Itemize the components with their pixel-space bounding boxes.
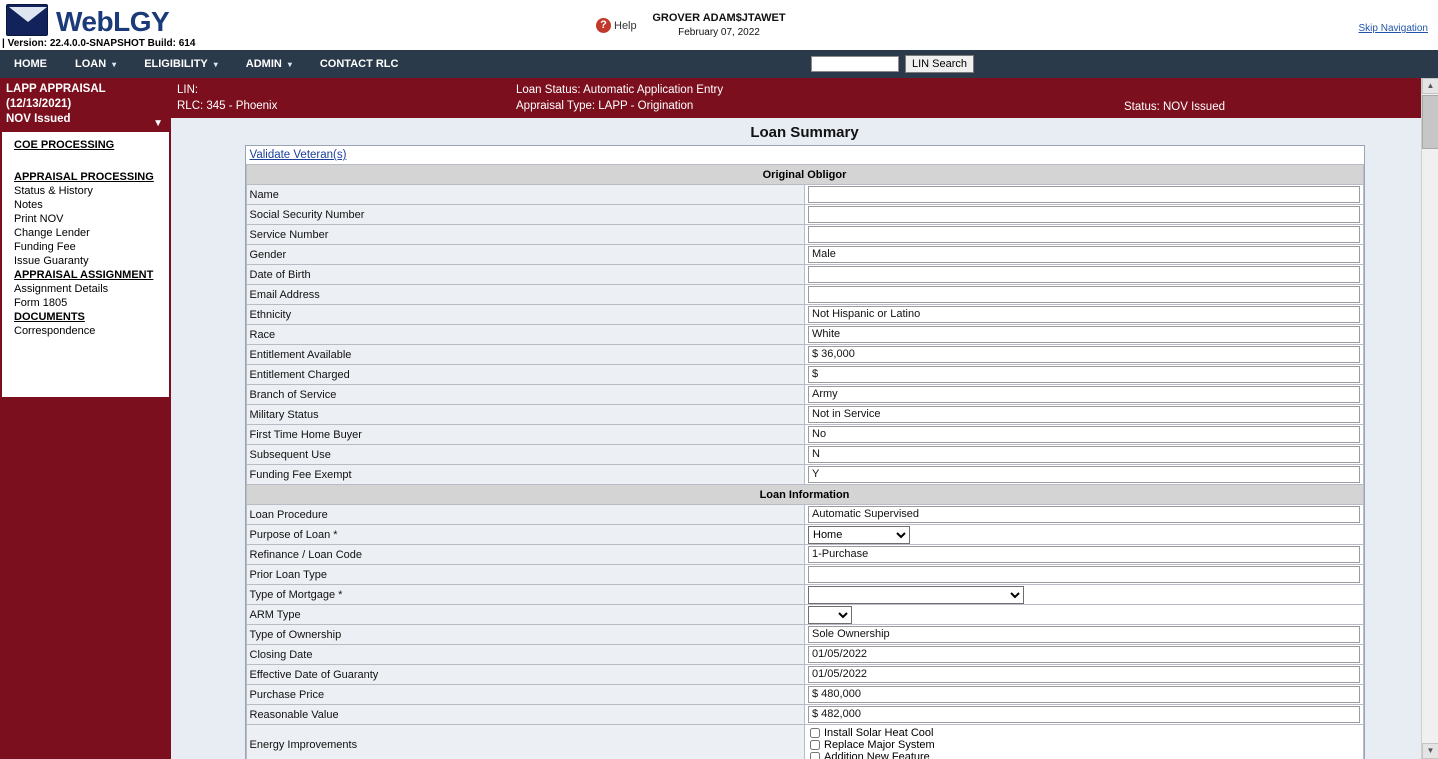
- select-purpose-of-loan[interactable]: [808, 526, 910, 544]
- lin-search-area: [811, 50, 1438, 78]
- sidebar-item-funding-fee[interactable]: Funding Fee: [14, 241, 76, 253]
- table-row: [246, 285, 1363, 305]
- label-service-number: Service Number: [246, 225, 805, 245]
- field-military-status[interactable]: Not in Service: [808, 406, 1360, 423]
- label-refinance-loan-code: Refinance / Loan Code: [246, 545, 805, 565]
- label-entitlement-charged: Entitlement Charged: [246, 365, 805, 385]
- field-service-number[interactable]: [808, 226, 1360, 243]
- select-arm-type[interactable]: [808, 606, 852, 624]
- table-row: [246, 725, 1363, 759]
- label-arm-type: ARM Type: [246, 605, 805, 625]
- label-name: Name: [246, 185, 805, 205]
- checkbox-install-solar-heat-cool[interactable]: [810, 728, 820, 738]
- field-gender[interactable]: Male: [808, 246, 1360, 263]
- main-navigation: [0, 50, 1438, 78]
- table-row: [246, 305, 1363, 325]
- nav-item-eligibility[interactable]: [130, 50, 232, 78]
- nav-item-eligibility-label: ELIGIBILITY: [144, 58, 208, 70]
- question-mark-icon: ?: [596, 18, 611, 33]
- table-row: [246, 545, 1363, 565]
- chevron-down-icon: ▾: [287, 59, 292, 69]
- nav-item-home-label: HOME: [14, 58, 47, 70]
- checkbox-replace-major-system[interactable]: [810, 740, 820, 750]
- sidebar-group-documents[interactable]: DOCUMENTS: [14, 311, 85, 323]
- table-row: [246, 625, 1363, 645]
- sidebar-title-line-1: LAPP APPRAISAL: [6, 83, 106, 95]
- field-loan-procedure[interactable]: Automatic Supervised: [808, 506, 1360, 523]
- field-race[interactable]: White: [808, 326, 1360, 343]
- table-row: [246, 525, 1363, 545]
- app-header: [0, 0, 1438, 50]
- label-social-security-number: Social Security Number: [246, 205, 805, 225]
- label-purchase-price: Purchase Price: [246, 685, 805, 705]
- checkbox-group-energy-improvements: [808, 725, 1360, 759]
- field-ethnicity[interactable]: Not Hispanic or Latino: [808, 306, 1360, 323]
- skip-navigation-link[interactable]: Skip Navigation: [1358, 23, 1428, 34]
- table-row: [246, 385, 1363, 405]
- table-row: [246, 565, 1363, 585]
- label-closing-date: Closing Date: [246, 645, 805, 665]
- label-first-time-home-buyer: First Time Home Buyer: [246, 425, 805, 445]
- table-row: [246, 505, 1363, 525]
- section-header-row: [246, 165, 1363, 185]
- help-label: Help: [614, 19, 637, 32]
- user-info: [0, 12, 1438, 38]
- table-row: [246, 645, 1363, 665]
- sidebar-title-line-2: (12/13/2021): [6, 98, 72, 110]
- label-race: Race: [246, 325, 805, 345]
- label-energy-improvements: Energy Improvements: [246, 725, 805, 759]
- label-entitlement-available: Entitlement Available: [246, 345, 805, 365]
- field-type-of-ownership[interactable]: Sole Ownership: [808, 626, 1360, 643]
- field-date-of-birth[interactable]: [808, 266, 1360, 283]
- table-row: [246, 185, 1363, 205]
- chevron-down-icon: ▾: [112, 59, 117, 69]
- checkbox-addition-new-feature[interactable]: [810, 752, 820, 759]
- label-funding-fee-exempt: Funding Fee Exempt: [246, 465, 805, 485]
- table-row: [246, 325, 1363, 345]
- table-row: [246, 585, 1363, 605]
- loan-context-banner: [171, 78, 1438, 118]
- section-title-original-obligor: Original Obligor: [246, 165, 1363, 185]
- main-content: [171, 78, 1438, 759]
- field-social-security-number[interactable]: [808, 206, 1360, 223]
- section-header-row: [246, 485, 1363, 505]
- banner-lin: LIN:: [177, 84, 199, 96]
- table-row: [246, 445, 1363, 465]
- label-prior-loan-type: Prior Loan Type: [246, 565, 805, 585]
- nav-item-loan-label: LOAN: [75, 58, 107, 70]
- nav-item-loan[interactable]: [61, 50, 130, 78]
- checkbox-row[interactable]: [810, 739, 1360, 751]
- table-row: [246, 685, 1363, 705]
- sidebar-item-status-history[interactable]: Status & History: [14, 185, 93, 197]
- brand-name: WebLGY: [56, 6, 170, 37]
- nav-item-contact-rlc-label: CONTACT RLC: [319, 58, 399, 70]
- field-entitlement-charged[interactable]: $: [808, 366, 1360, 383]
- banner-appraisal-type: Appraisal Type: LAPP - Origination: [516, 100, 694, 112]
- checkbox-label-install-solar-heat-cool: Install Solar Heat Cool: [824, 727, 934, 739]
- banner-rlc: RLC: 345 - Phoenix: [177, 100, 278, 112]
- table-row: [246, 705, 1363, 725]
- nav-item-home[interactable]: [0, 50, 61, 78]
- label-subsequent-use: Subsequent Use: [246, 445, 805, 465]
- table-row: [246, 245, 1363, 265]
- field-funding-fee-exempt[interactable]: Y: [808, 466, 1360, 483]
- field-purchase-price[interactable]: $ 480,000: [808, 686, 1360, 703]
- sidebar-menu: [1, 131, 170, 398]
- nav-item-admin[interactable]: [232, 50, 306, 78]
- label-purpose-of-loan: Purpose of Loan *: [246, 525, 805, 545]
- sidebar-item-print-nov[interactable]: Print NOV: [14, 213, 64, 225]
- loan-summary-form: [245, 145, 1365, 759]
- sidebar-item-assignment-details[interactable]: Assignment Details: [14, 283, 109, 295]
- table-row: [246, 345, 1363, 365]
- field-closing-date[interactable]: 01/05/2022: [808, 646, 1360, 663]
- field-branch-of-service[interactable]: Army: [808, 386, 1360, 403]
- vertical-scrollbar[interactable]: [1421, 78, 1438, 759]
- label-military-status: Military Status: [246, 405, 805, 425]
- sidebar-group-coe-processing[interactable]: COE PROCESSING: [14, 139, 115, 151]
- chevron-down-icon: ▾: [213, 59, 218, 69]
- label-reasonable-value: Reasonable Value: [246, 705, 805, 725]
- table-row: [246, 425, 1363, 445]
- field-first-time-home-buyer[interactable]: No: [808, 426, 1360, 443]
- label-email-address: Email Address: [246, 285, 805, 305]
- banner-loan-status: Loan Status: Automatic Application Entry: [516, 84, 724, 96]
- table-row: [246, 605, 1363, 625]
- nav-item-contact-rlc[interactable]: [306, 50, 413, 78]
- field-name[interactable]: [808, 186, 1360, 203]
- sidebar-item-issue-guaranty[interactable]: Issue Guaranty: [14, 255, 89, 267]
- field-subsequent-use[interactable]: N: [808, 446, 1360, 463]
- banner-status: Status: NOV Issued: [1124, 101, 1225, 113]
- label-gender: Gender: [246, 245, 805, 265]
- user-name: GROVER ADAM$JTAWET: [652, 12, 786, 24]
- field-email-address[interactable]: [808, 286, 1360, 303]
- chevron-up-icon[interactable]: ▲: [1422, 78, 1438, 94]
- sidebar-title-line-3: NOV Issued: [6, 113, 71, 125]
- table-row: [246, 365, 1363, 385]
- field-entitlement-available[interactable]: $ 36,000: [808, 346, 1360, 363]
- validate-veterans-row: [246, 146, 1364, 164]
- sidebar-context-header[interactable]: [0, 78, 171, 131]
- nav-item-admin-label: ADMIN: [245, 58, 282, 70]
- field-effective-date-of-guaranty[interactable]: 01/05/2022: [808, 666, 1360, 683]
- field-reasonable-value[interactable]: $ 482,000: [808, 706, 1360, 723]
- table-row: [246, 225, 1363, 245]
- label-ethnicity: Ethnicity: [246, 305, 805, 325]
- label-date-of-birth: Date of Birth: [246, 265, 805, 285]
- label-type-of-ownership: Type of Ownership: [246, 625, 805, 645]
- sidebar-item-form-1805[interactable]: Form 1805: [14, 297, 68, 309]
- label-type-of-mortgage: Type of Mortgage *: [246, 585, 805, 605]
- table-row: [246, 265, 1363, 285]
- page-title: Loan Summary: [750, 124, 859, 141]
- table-row: [246, 665, 1363, 685]
- chevron-down-icon[interactable]: ▼: [1422, 743, 1438, 759]
- scrollbar-thumb[interactable]: [1422, 95, 1438, 149]
- sidebar-item-change-lender[interactable]: Change Lender: [14, 227, 90, 239]
- label-effective-date-of-guaranty: Effective Date of Guaranty: [246, 665, 805, 685]
- checkbox-label-addition-new-feature: Addition New Feature: [824, 751, 930, 759]
- table-row: [246, 405, 1363, 425]
- field-refinance-loan-code[interactable]: 1-Purchase: [808, 546, 1360, 563]
- label-branch-of-service: Branch of Service: [246, 385, 805, 405]
- select-type-of-mortgage[interactable]: [808, 586, 1024, 604]
- chevron-down-icon[interactable]: ▼: [153, 118, 163, 129]
- page-body: [0, 78, 1438, 759]
- field-prior-loan-type[interactable]: [808, 566, 1360, 583]
- checkbox-label-replace-major-system: Replace Major System: [824, 739, 935, 751]
- sidebar: [0, 78, 171, 759]
- current-date: February 07, 2022: [678, 27, 760, 38]
- lin-search-input[interactable]: [811, 56, 899, 72]
- loan-summary-table: [246, 164, 1364, 759]
- sidebar-group-appraisal-assignment[interactable]: APPRAISAL ASSIGNMENT: [14, 269, 154, 281]
- checkbox-row[interactable]: [810, 727, 1360, 739]
- section-title-loan-information: Loan Information: [246, 485, 1363, 505]
- sidebar-group-appraisal-processing[interactable]: APPRAISAL PROCESSING: [14, 171, 154, 183]
- sidebar-item-correspondence[interactable]: Correspondence: [14, 325, 96, 337]
- label-loan-procedure: Loan Procedure: [246, 505, 805, 525]
- table-row: [246, 465, 1363, 485]
- table-row: [246, 205, 1363, 225]
- validate-veterans-link[interactable]: Validate Veteran(s): [249, 149, 347, 161]
- checkbox-row[interactable]: [810, 751, 1360, 759]
- lin-search-button[interactable]: LIN Search: [905, 55, 974, 73]
- sidebar-item-notes[interactable]: Notes: [14, 199, 43, 211]
- version-label: | Version: 22.4.0.0-SNAPSHOT Build: 614: [2, 38, 196, 49]
